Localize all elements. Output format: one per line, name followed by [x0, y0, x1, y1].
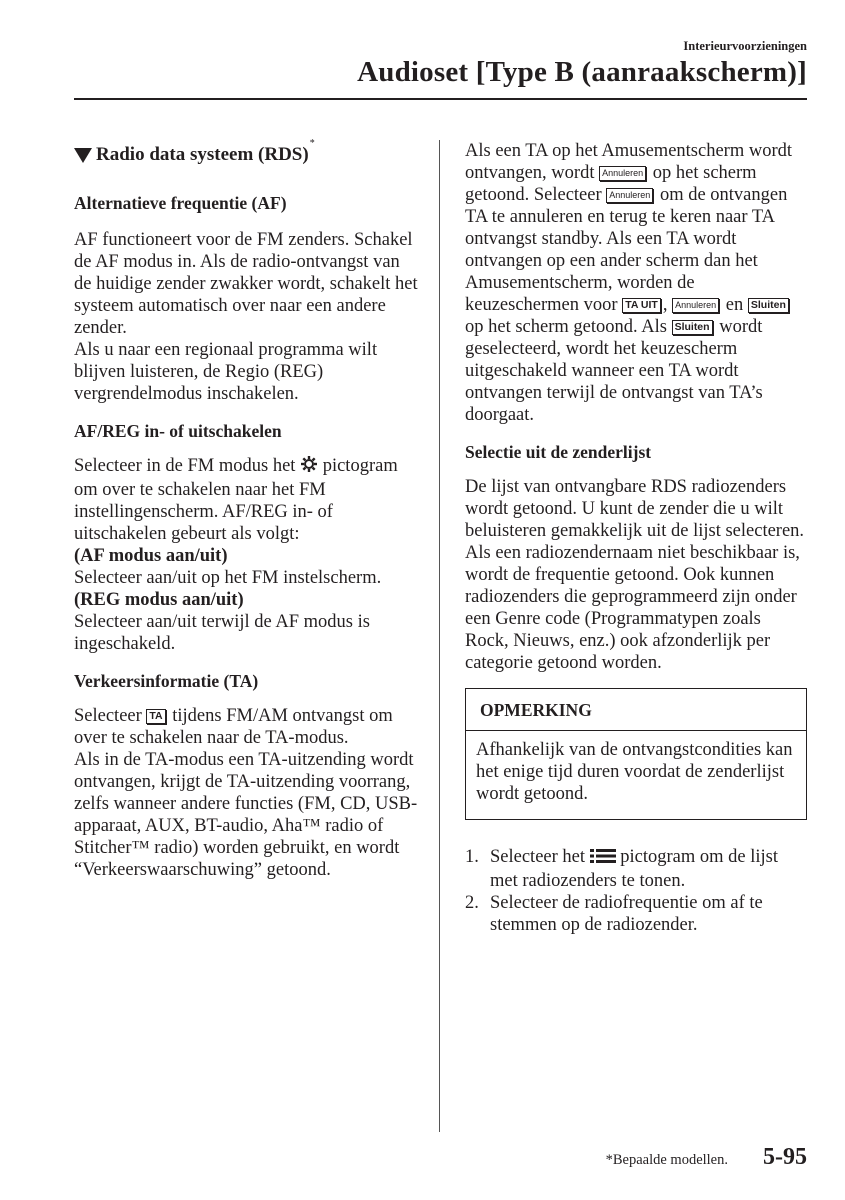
note-box	[465, 688, 807, 820]
footnote: *Bepaalde modellen.	[605, 1152, 728, 1168]
ta-screen-text-en: en	[725, 295, 744, 315]
note-heading: OPMERKING	[466, 689, 806, 731]
step-text-b: pictogram om de lijst met radiozenders te tonen.	[490, 847, 779, 891]
reg-mode-text: Selecteer aan/uit terwijl de AF modus is ingeschakeld.	[74, 612, 370, 654]
gear-icon	[300, 455, 318, 479]
left-column	[74, 140, 420, 881]
ta-button-glyph: TA	[146, 709, 165, 724]
annuleren-button-glyph: Annuleren	[599, 166, 646, 181]
afreg-text-a: Selecteer in de FM modus het	[74, 456, 296, 476]
ta-text-a: Selecteer	[74, 706, 142, 726]
steps-list	[465, 846, 807, 936]
ta-uit-button-glyph: TA UIT	[622, 298, 661, 313]
ta-screen-text-e: wordt geselecteerd, wordt het keuzescherm uitgeschakeld wanneer een TA wordt ontvangen terwijl de ontvangst van TA’s doorgaat.	[465, 317, 763, 425]
section-category: Interieurvoorzieningen	[683, 39, 807, 53]
section-heading: Radio data systeem (RDS) *	[74, 144, 420, 166]
subheading-ta: Verkeersinformatie (TA)	[74, 671, 259, 691]
ta-screen-paragraph	[465, 140, 807, 426]
af-mode-label: (AF modus aan/uit)	[74, 546, 228, 566]
subheading-af: Alternatieve frequentie (AF)	[74, 193, 287, 213]
step-number: 2.	[465, 893, 479, 913]
ta-text-b: tijdens FM/AM ontvangst om over te schakelen naar de TA-modus.	[74, 706, 393, 748]
list-icon	[590, 848, 616, 870]
sluiten-button-glyph-2: Sluiten	[672, 320, 713, 335]
step-text-a: Selecteer de radiofrequentie om af te stemmen op de radiozender.	[490, 893, 763, 935]
zenderlijst-paragraph: De lijst van ontvangbare RDS radiozenders wordt getoond. U kunt de zender die u wilt beluisteren gemakkelijk uit de lijst selecteren. Als een radiozendernaam niet beschikbaar is, wordt de frequentie getoond. Ook kunnen radiozenders die geprogrammeerd zijn onder een Genre code (Programmatypen zoals Rock, Nieuws, enz.) ook afzonderlijk per categorie getoond worden.	[465, 477, 805, 673]
right-column	[465, 140, 807, 936]
triangle-bullet-icon	[74, 148, 92, 163]
step-number: 1.	[465, 847, 479, 867]
ta-screen-text-d: op het scherm getoond. Als	[465, 317, 667, 337]
ta-screen-text-b: op het scherm getoond. Selecteer	[465, 163, 757, 205]
list-item	[465, 892, 807, 936]
column-divider	[439, 140, 440, 1132]
subheading-afreg: AF/REG in- of uitschakelen	[74, 421, 282, 441]
ta-screen-text-c: om de ontvangen TA te annuleren en terug te keren naar TA ontvangst standby. Als een TA wordt ontvangen op een ander scherm dan het Amusementscherm, worden de keuzeschermen voor	[465, 185, 788, 315]
page-title: Audioset [Type B (aanraakscherm)]	[357, 56, 807, 88]
annuleren-button-glyph-2: Annuleren	[606, 188, 653, 203]
afreg-text-b: pictogram om over te schakelen naar het FM instellingenscherm. AF/REG in- of uitschakelen gebeurt als volgt:	[74, 456, 398, 544]
subheading-zenderlijst: Selectie uit de zenderlijst	[465, 442, 652, 462]
ta-screen-comma: ,	[662, 295, 668, 315]
af-paragraph-2: Als u naar een regionaal programma wilt blijven luisteren, de Regio (REG) vergrendelmodus inschakelen.	[74, 340, 378, 404]
list-item	[465, 846, 807, 892]
ta-screen-text-a: Als een TA op het Amusementscherm wordt ontvangen, wordt	[465, 141, 793, 183]
af-paragraph-1: AF functioneert voor de FM zenders. Schakel de AF modus in. Als de radio-ontvangst van de huidige zender zwakker wordt, schakelt het systeem automatisch over naar een andere zender.	[74, 230, 418, 338]
af-mode-text: Selecteer aan/uit op het FM instelscherm.	[74, 568, 382, 588]
page-number: 5-95	[763, 1144, 807, 1170]
ta-paragraph-2: Als in de TA-modus een TA-uitzending wordt ontvangen, krijgt de TA-uitzending voorrang, zelfs wanneer andere functies (FM, CD, USB-apparaat, AUX, BT-audio, Aha™ radio of Stitcher™ radio) worden gebruikt, en wordt “Verkeerswaarschuwing” getoond.	[74, 750, 418, 880]
sluiten-button-glyph: Sluiten	[748, 298, 789, 313]
note-text: Afhankelijk van de ontvangstcondities kan het enige tijd duren voordat de zenderlijst wordt getoond.	[476, 740, 793, 804]
annuleren-button-glyph-3: Annuleren	[672, 298, 719, 313]
header-divider	[74, 98, 807, 100]
section-heading-text: Radio data systeem (RDS)	[96, 144, 309, 165]
step-text-a: Selecteer het	[490, 847, 586, 867]
afreg-paragraph	[74, 455, 420, 545]
ta-paragraph-1	[74, 705, 420, 749]
reg-mode-label: (REG modus aan/uit)	[74, 590, 244, 610]
